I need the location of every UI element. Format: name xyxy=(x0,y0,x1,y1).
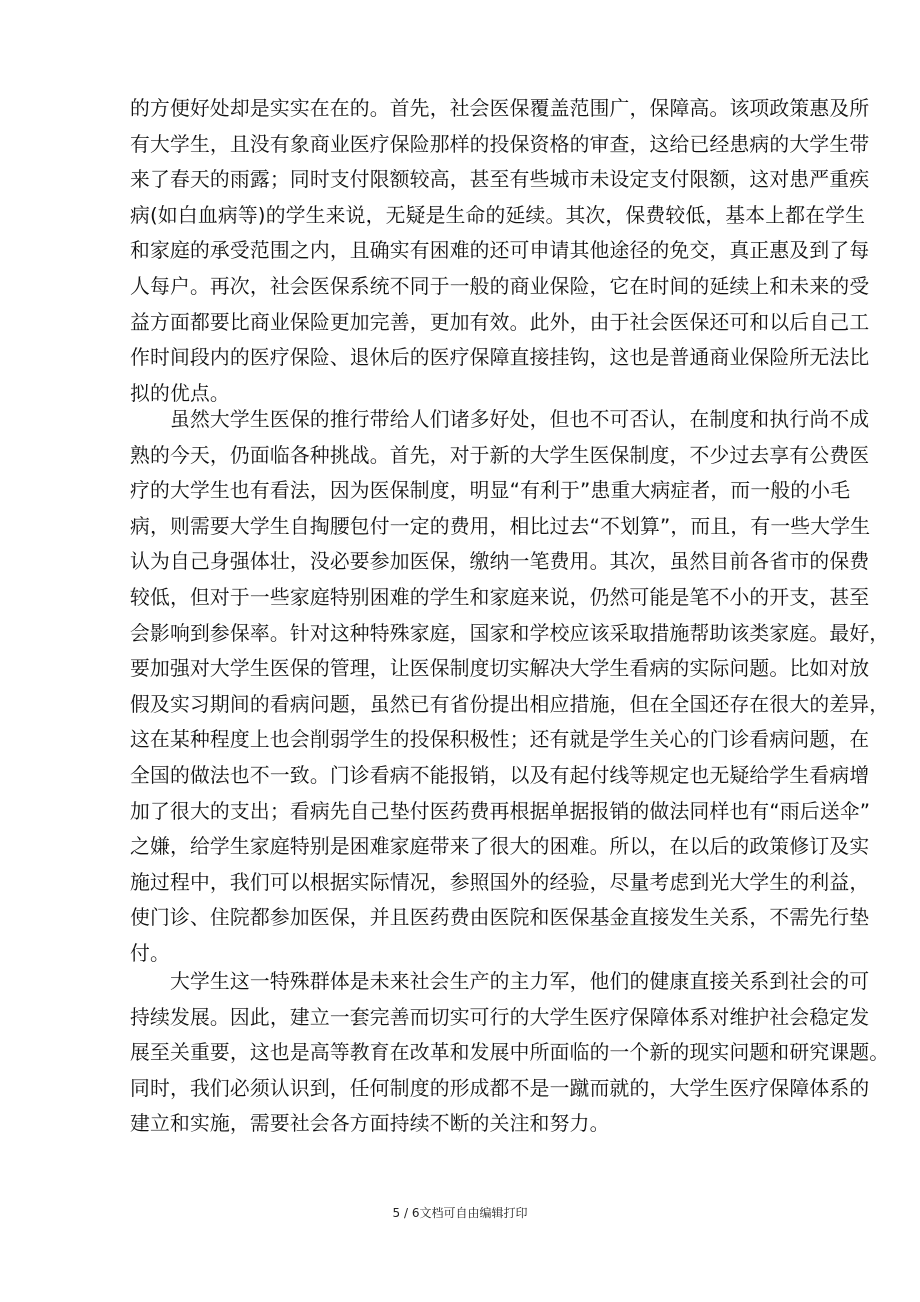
text-line: 和家庭的承受范围之内，且确实有困难的还可申请其他途径的免交，真正惠及到了每 xyxy=(130,239,870,263)
text-line: 全国的做法也不一致。门诊看病不能报销，以及有起付线等规定也无疑给学生看病增 xyxy=(130,763,870,787)
paragraph-2 xyxy=(130,402,890,972)
text-line: 较低，但对于一些家庭特别困难的学生和家庭来说，仍然可能是笔不小的开支，甚至 xyxy=(130,585,870,609)
text-line: 来了春天的雨露；同时支付限额较高，甚至有些城市未设定支付限额，这对患严重疾 xyxy=(130,168,870,192)
text-line: 虽然大学生医保的推行带给人们诸多好处，但也不可否认，在制度和执行尚不成 xyxy=(130,408,870,431)
text-line: 病(如白血病等)的学生来说，无疑是生命的延续。其次，保费较低，基本上都在学生 xyxy=(130,203,866,227)
text-line: 要加强对大学生医保的管理，让医保制度切实解决大学生看病的实际问题。比如对放 xyxy=(130,657,870,681)
text-line: 同时，我们必须认识到，任何制度的形成都不是一蹴而就的，大学生医疗保障体系的 xyxy=(130,1076,870,1100)
text-line: 施过程中，我们可以根据实际情况，参照国外的经验，尽量考虑到光大学生的利益， xyxy=(130,870,870,894)
text-line: 作时间段内的医疗保险、退休后的医疗保障直接挂钩，这也是普通商业保险所无法比 xyxy=(130,346,870,370)
text-line: 加了很大的支出；看病先自己垫付医药费再根据单据报销的做法同样也有“雨后送伞” xyxy=(130,799,871,823)
text-line: 拟的优点。 xyxy=(130,381,230,405)
text-line: 有大学生，且没有象商业医疗保险那样的投保资格的审查，这给已经患病的大学生带 xyxy=(130,132,870,156)
text-line: 病，则需要大学生自掏腰包付一定的费用，相比过去“不划算”，而且，有一些大学生 xyxy=(130,514,871,538)
text-line: 大学生这一特殊群体是未来社会生产的主力军，他们的健康直接关系到社会的可 xyxy=(130,970,870,993)
text-line: 益方面都要比商业保险更加完善，更加有效。此外，由于社会医保还可和以后自己工 xyxy=(130,310,870,334)
text-line: 假及实习期间的看病问题，虽然已有省份提出相应措施，但在全国还存在很大的差异， xyxy=(130,692,890,716)
paragraph-1 xyxy=(130,91,870,411)
text-line: 疗的大学生也有看法，因为医保制度，明显“有利于”患重大病症者，而一般的小毛 xyxy=(130,479,851,503)
text-line: 之嫌，给学生家庭特别是困难家庭带来了很大的困难。所以，在以后的政策修订及实 xyxy=(130,835,870,859)
text-line: 使门诊、住院都参加医保，并且医药费由医院和医保基金直接发生关系，不需先行垫 xyxy=(130,906,870,930)
text-line: 这在某种程度上也会削弱学生的投保积极性；还有就是学生关心的门诊看病问题，在 xyxy=(130,728,870,752)
text-line: 付。 xyxy=(130,941,170,965)
text-line: 展至关重要，这也是高等教育在改革和发展中所面临的一个新的现实问题和研究课题。 xyxy=(130,1041,890,1065)
paragraph-3 xyxy=(130,964,890,1142)
text-line: 熟的今天，仍面临各种挑战。首先，对于新的大学生医保制度，不少过去享有公费医 xyxy=(130,443,870,467)
text-line: 认为自己身强体壮，没必要参加医保，缴纳一笔费用。其次，虽然目前各省市的保费 xyxy=(130,550,870,574)
text-line: 人每户。再次，社会医保系统不同于一般的商业保险，它在时间的延续上和未来的受 xyxy=(130,274,870,298)
text-line: 会影响到参保率。针对这种特殊家庭，国家和学校应该采取措施帮助该类家庭。最好， xyxy=(130,621,890,645)
page-footer: 5 / 6文档可自由编辑打印 xyxy=(392,1206,528,1220)
text-line: 持续发展。因此，建立一套完善而切实可行的大学生医疗保障体系对维护社会稳定发 xyxy=(130,1005,870,1029)
text-line: 的方便好处却是实实在在的。首先，社会医保覆盖范围广，保障高。该项政策惠及所 xyxy=(130,97,870,120)
text-line: 建立和实施，需要社会各方面持续不断的关注和努力。 xyxy=(130,1112,610,1136)
